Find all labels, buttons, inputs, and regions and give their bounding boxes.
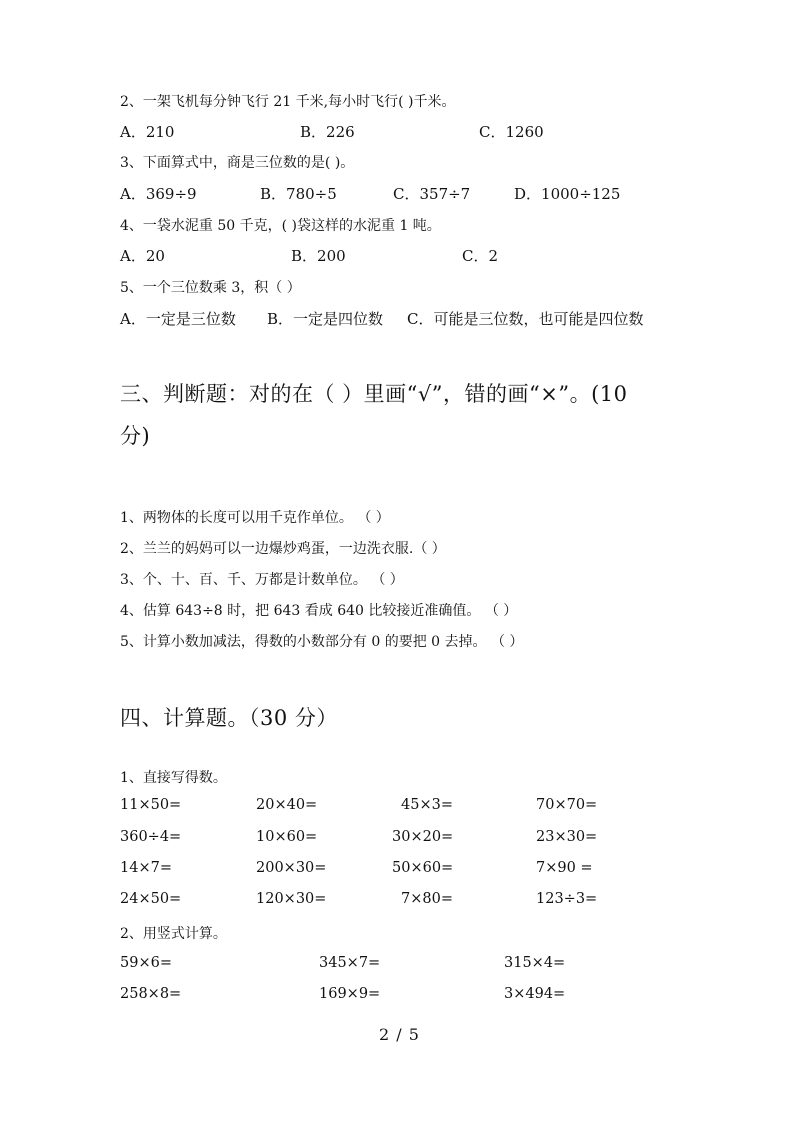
calc-direct-r2c2: 10×60=	[256, 829, 318, 845]
calc-sub1-title: 1、直接写得数。	[120, 770, 227, 786]
choice-question-5: 5、一个三位数乘 3，积（ ）	[120, 280, 301, 296]
choice-5-option-a: A．一定是三位数	[120, 310, 236, 328]
choice-3-option-b: B．780÷5	[260, 185, 337, 203]
judge-item-2: 2、兰兰的妈妈可以一边爆炒鸡蛋，一边洗衣服.（ ）	[120, 541, 446, 557]
calc-direct-r1c3: 45×3=	[401, 797, 453, 813]
calc-vertical-r1c2: 345×7=	[319, 955, 381, 971]
calc-direct-r4c1: 24×50=	[120, 891, 182, 907]
calc-direct-r2c4: 23×30=	[536, 829, 598, 845]
calc-direct-r2c3: 30×20=	[392, 829, 454, 845]
choice-2-option-c: C．1260	[479, 123, 544, 141]
calc-direct-r3c2: 200×30=	[256, 860, 327, 876]
choice-4-option-b: B．200	[291, 247, 346, 265]
choice-question-3: 3、下面算式中，商是三位数的是( )。	[120, 155, 355, 171]
judge-item-1: 1、两物体的长度可以用千克作单位。 （ ）	[120, 510, 390, 526]
choice-question-2: 2、一架飞机每分钟飞行 21 千米,每小时飞行( )千米。	[120, 94, 456, 110]
calc-direct-r3c3: 50×60=	[392, 860, 454, 876]
calc-vertical-r1c3: 315×4=	[504, 955, 566, 971]
choice-3-option-a: A．369÷9	[120, 185, 197, 203]
page-number: 2 / 5	[379, 1025, 420, 1044]
calc-direct-r4c4: 123÷3=	[536, 891, 598, 907]
choice-4-option-c: C．2	[462, 247, 499, 265]
choice-4-option-a: A．20	[120, 247, 165, 265]
choice-3-option-c: C．357÷7	[393, 185, 471, 203]
choice-5-option-c: C．可能是三位数，也可能是四位数	[407, 310, 644, 328]
calc-direct-r4c2: 120×30=	[256, 891, 327, 907]
judge-item-5: 5、计算小数加减法，得数的小数部分有 0 的要把 0 去掉。 （ ）	[120, 634, 524, 650]
calc-vertical-r2c2: 169×9=	[319, 986, 381, 1002]
section3-heading-line2: 分)	[120, 424, 151, 448]
calc-vertical-r2c3: 3×494=	[504, 986, 566, 1002]
calc-sub2-title: 2、用竖式计算。	[120, 926, 227, 942]
calc-vertical-r1c1: 59×6=	[120, 955, 172, 971]
choice-question-4: 4、一袋水泥重 50 千克，( )袋这样的水泥重 1 吨。	[120, 218, 441, 234]
calc-direct-r2c1: 360÷4=	[120, 829, 182, 845]
section3-heading-line1: 三、判断题：对的在（ ）里画“√”，错的画“×”。(10	[120, 382, 628, 406]
calc-direct-r1c2: 20×40=	[256, 797, 318, 813]
calc-direct-r3c1: 14×7=	[120, 860, 172, 876]
choice-2-option-a: A．210	[120, 123, 175, 141]
choice-2-option-b: B．226	[300, 123, 355, 141]
choice-5-option-b: B．一定是四位数	[267, 310, 384, 328]
judge-item-3: 3、个、十、百、千、万都是计数单位。 （ ）	[120, 572, 404, 588]
choice-3-option-d: D．1000÷125	[514, 185, 621, 203]
judge-item-4: 4、估算 643÷8 时，把 643 看成 640 比较接近准确值。 （ ）	[120, 603, 518, 619]
calc-direct-r4c3: 7×80=	[401, 891, 453, 907]
section4-heading: 四、计算题。（30 分）	[120, 706, 338, 730]
calc-vertical-r2c1: 258×8=	[120, 986, 182, 1002]
calc-direct-r1c4: 70×70=	[536, 797, 598, 813]
calc-direct-r3c4: 7×90 =	[536, 860, 593, 876]
calc-direct-r1c1: 11×50=	[120, 797, 182, 813]
